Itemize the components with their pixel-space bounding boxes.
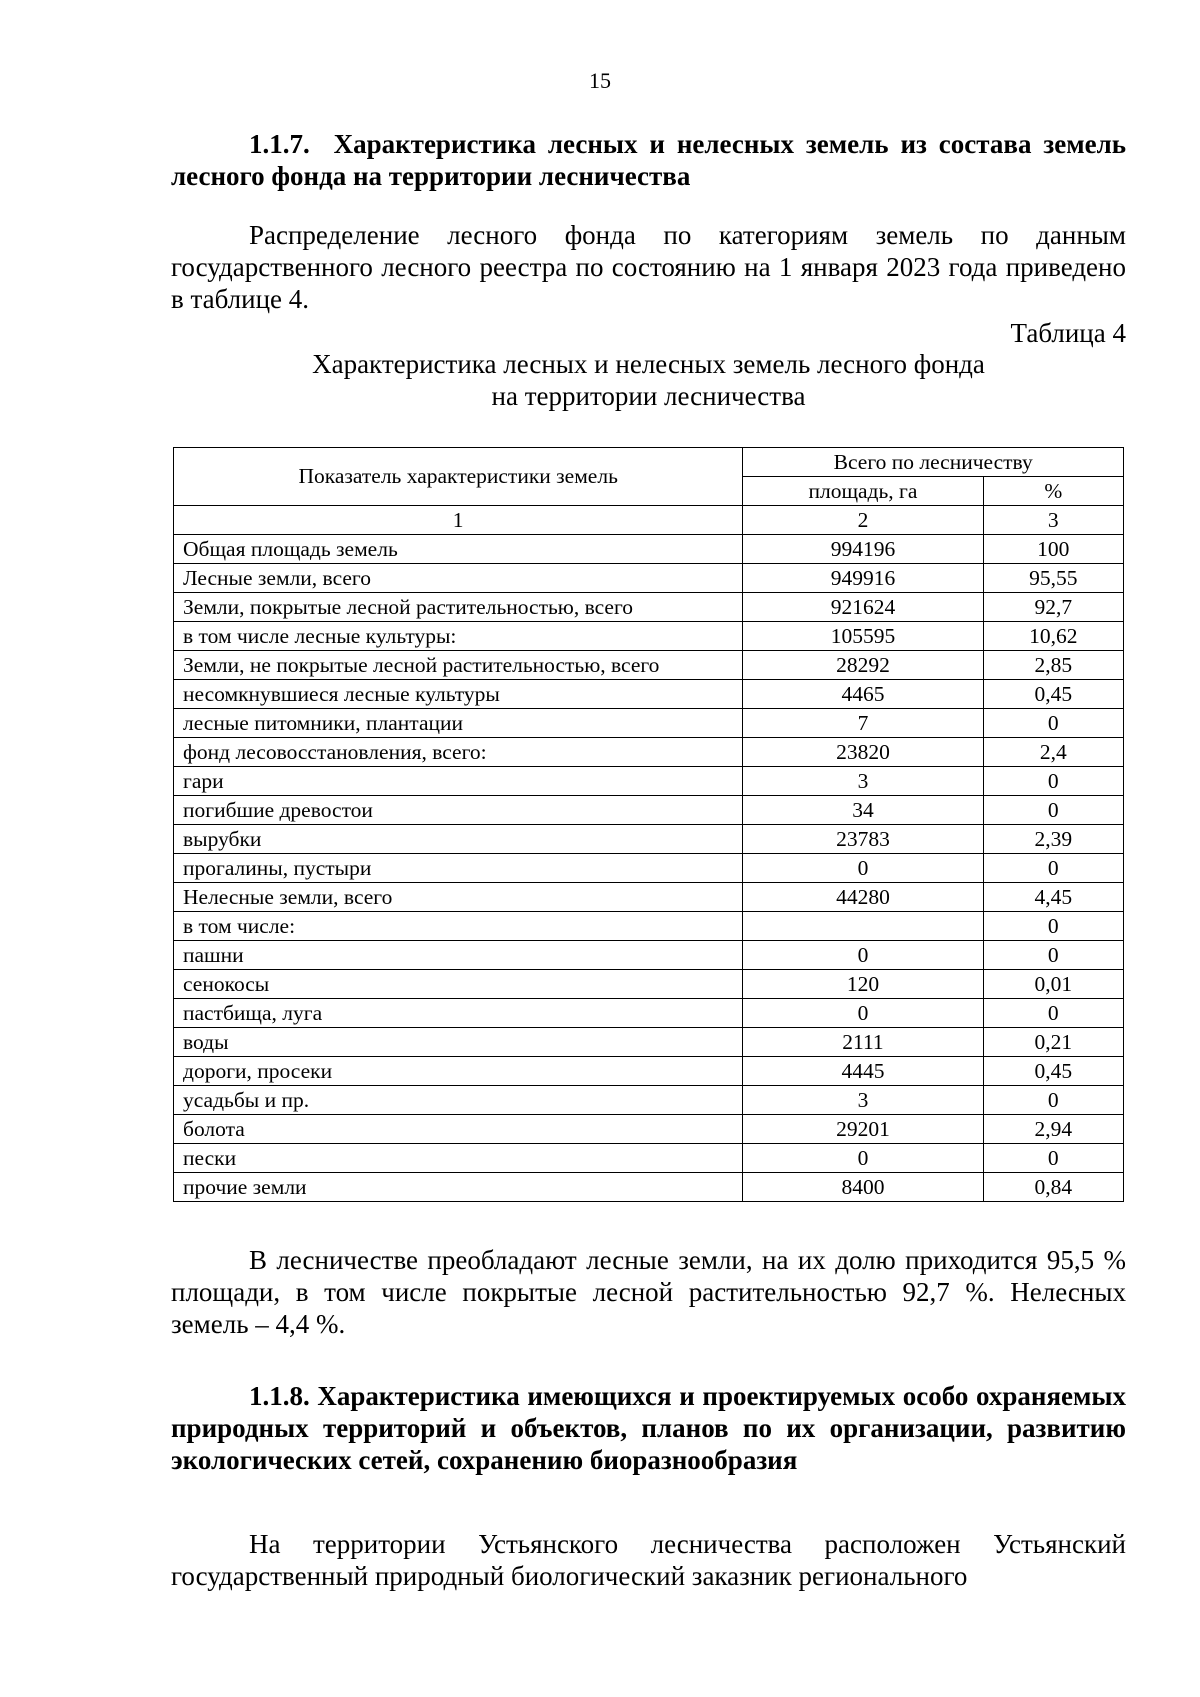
table-row [174, 1057, 1124, 1086]
section-number: 1.1.8. [249, 1381, 310, 1411]
table-row [174, 825, 1124, 854]
row-area: 921624 [743, 593, 983, 622]
row-indicator: пастбища, луга [174, 999, 743, 1028]
row-percent: 2,4 [983, 738, 1123, 767]
row-percent: 0 [983, 1144, 1123, 1173]
intro-paragraph: Распределение лесного фонда по категориям земель по данным государственного лесного реестра по состоянию на 1 января 2023 года приведено в таблице 4. [171, 220, 1126, 314]
table-row [174, 1144, 1124, 1173]
table-row [174, 912, 1124, 941]
row-area: 0 [743, 999, 983, 1028]
row-indicator: в том числе лесные культуры: [174, 622, 743, 651]
table-row [174, 680, 1124, 709]
table-row [174, 941, 1124, 970]
row-area: 0 [743, 1144, 983, 1173]
row-percent: 0,45 [983, 1057, 1123, 1086]
row-indicator: фонд лесовосстановления, всего: [174, 738, 743, 767]
table-row [174, 709, 1124, 738]
row-indicator: Земли, не покрытые лесной растительностью, всего [174, 651, 743, 680]
table-row [174, 970, 1124, 999]
row-area [743, 912, 983, 941]
row-indicator: пески [174, 1144, 743, 1173]
row-percent: 92,7 [983, 593, 1123, 622]
row-indicator: вырубки [174, 825, 743, 854]
summary-paragraph: В лесничестве преобладают лесные земли, на их долю приходится 95,5 % площади, в том числе покрытые лесной растительностью 92,7 %. Нелесных земель – 4,4 %. [171, 1245, 1126, 1339]
row-percent: 4,45 [983, 883, 1123, 912]
section-title: Характеристика лесных и нелесных земель из состава земель лесного фонда на территории лесничества [171, 129, 1127, 191]
row-percent: 95,55 [983, 564, 1123, 593]
table-row [174, 999, 1124, 1028]
row-indicator: несомкнувшиеся лесные культуры [174, 680, 743, 709]
row-area: 949916 [743, 564, 983, 593]
row-indicator: Общая площадь земель [174, 535, 743, 564]
table-row [174, 651, 1124, 680]
row-area: 3 [743, 1086, 983, 1115]
table-row [174, 1086, 1124, 1115]
row-area: 34 [743, 796, 983, 825]
row-percent: 0 [983, 767, 1123, 796]
row-percent: 0,45 [983, 680, 1123, 709]
row-area: 7 [743, 709, 983, 738]
row-area: 3 [743, 767, 983, 796]
table-row [174, 796, 1124, 825]
table-row [174, 1115, 1124, 1144]
row-percent: 0 [983, 796, 1123, 825]
row-percent: 0 [983, 912, 1123, 941]
table-row [174, 854, 1124, 883]
row-percent: 0 [983, 999, 1123, 1028]
header-percent: % [983, 477, 1123, 506]
row-area: 23783 [743, 825, 983, 854]
header-indicator: Показатель характеристики земель [174, 448, 743, 506]
page-number: 15 [589, 68, 611, 93]
row-area: 0 [743, 941, 983, 970]
row-indicator: прочие земли [174, 1173, 743, 1202]
header-area: площадь, га [743, 477, 983, 506]
land-characteristics-table [173, 447, 1124, 1202]
table-row [174, 593, 1124, 622]
row-indicator: прогалины, пустыри [174, 854, 743, 883]
closing-paragraph: На территории Устьянского лесничества расположен Устьянский государственный природный биологический заказник регионального [171, 1529, 1126, 1591]
row-area: 44280 [743, 883, 983, 912]
row-indicator: дороги, просеки [174, 1057, 743, 1086]
row-area: 105595 [743, 622, 983, 651]
table-body [174, 535, 1124, 1202]
table-header-row [174, 448, 1124, 477]
column-number-2: 2 [743, 506, 983, 535]
row-indicator: болота [174, 1115, 743, 1144]
row-area: 120 [743, 970, 983, 999]
row-percent: 2,85 [983, 651, 1123, 680]
row-indicator: гари [174, 767, 743, 796]
column-number-1: 1 [174, 506, 743, 535]
row-area: 2111 [743, 1028, 983, 1057]
row-percent: 0 [983, 1086, 1123, 1115]
row-area: 29201 [743, 1115, 983, 1144]
column-number-row [174, 506, 1124, 535]
table-row [174, 738, 1124, 767]
section-heading-1-1-8 [171, 1380, 1126, 1476]
table-caption [171, 348, 1126, 412]
row-percent: 2,94 [983, 1115, 1123, 1144]
row-area: 4465 [743, 680, 983, 709]
table-caption-line-1: Характеристика лесных и нелесных земель лесного фонда [312, 349, 985, 379]
row-indicator: Нелесные земли, всего [174, 883, 743, 912]
row-area: 994196 [743, 535, 983, 564]
row-area: 28292 [743, 651, 983, 680]
section-number: 1.1.7. [249, 129, 310, 159]
row-indicator: Земли, покрытые лесной растительностью, всего [174, 593, 743, 622]
section-heading-1-1-7 [171, 128, 1126, 192]
row-indicator: лесные питомники, плантации [174, 709, 743, 738]
column-number-3: 3 [983, 506, 1123, 535]
row-indicator: в том числе: [174, 912, 743, 941]
table-row [174, 564, 1124, 593]
table-row [174, 622, 1124, 651]
row-percent: 0 [983, 941, 1123, 970]
table-row [174, 1173, 1124, 1202]
table-row [174, 535, 1124, 564]
row-indicator: Лесные земли, всего [174, 564, 743, 593]
row-indicator: пашни [174, 941, 743, 970]
row-percent: 0 [983, 709, 1123, 738]
table-label: Таблица 4 [1010, 318, 1126, 348]
row-percent: 0,01 [983, 970, 1123, 999]
row-area: 23820 [743, 738, 983, 767]
row-area: 8400 [743, 1173, 983, 1202]
row-percent: 0,84 [983, 1173, 1123, 1202]
table-caption-line-2: на территории лесничества [491, 381, 806, 411]
row-area: 0 [743, 854, 983, 883]
row-percent: 0 [983, 854, 1123, 883]
row-percent: 0,21 [983, 1028, 1123, 1057]
row-percent: 10,62 [983, 622, 1123, 651]
header-group: Всего по лесничеству [743, 448, 1124, 477]
row-indicator: усадьбы и пр. [174, 1086, 743, 1115]
table-row [174, 1028, 1124, 1057]
section-title: Характеристика имеющихся и проектируемых особо охраняемых природных территорий и объектов, планов по их организации, развитию экологических сетей, сохранению биоразнообразия [171, 1381, 1127, 1475]
row-percent: 100 [983, 535, 1123, 564]
row-indicator: воды [174, 1028, 743, 1057]
row-indicator: сенокосы [174, 970, 743, 999]
row-area: 4445 [743, 1057, 983, 1086]
row-percent: 2,39 [983, 825, 1123, 854]
row-indicator: погибшие древостои [174, 796, 743, 825]
table-row [174, 767, 1124, 796]
table-row [174, 883, 1124, 912]
